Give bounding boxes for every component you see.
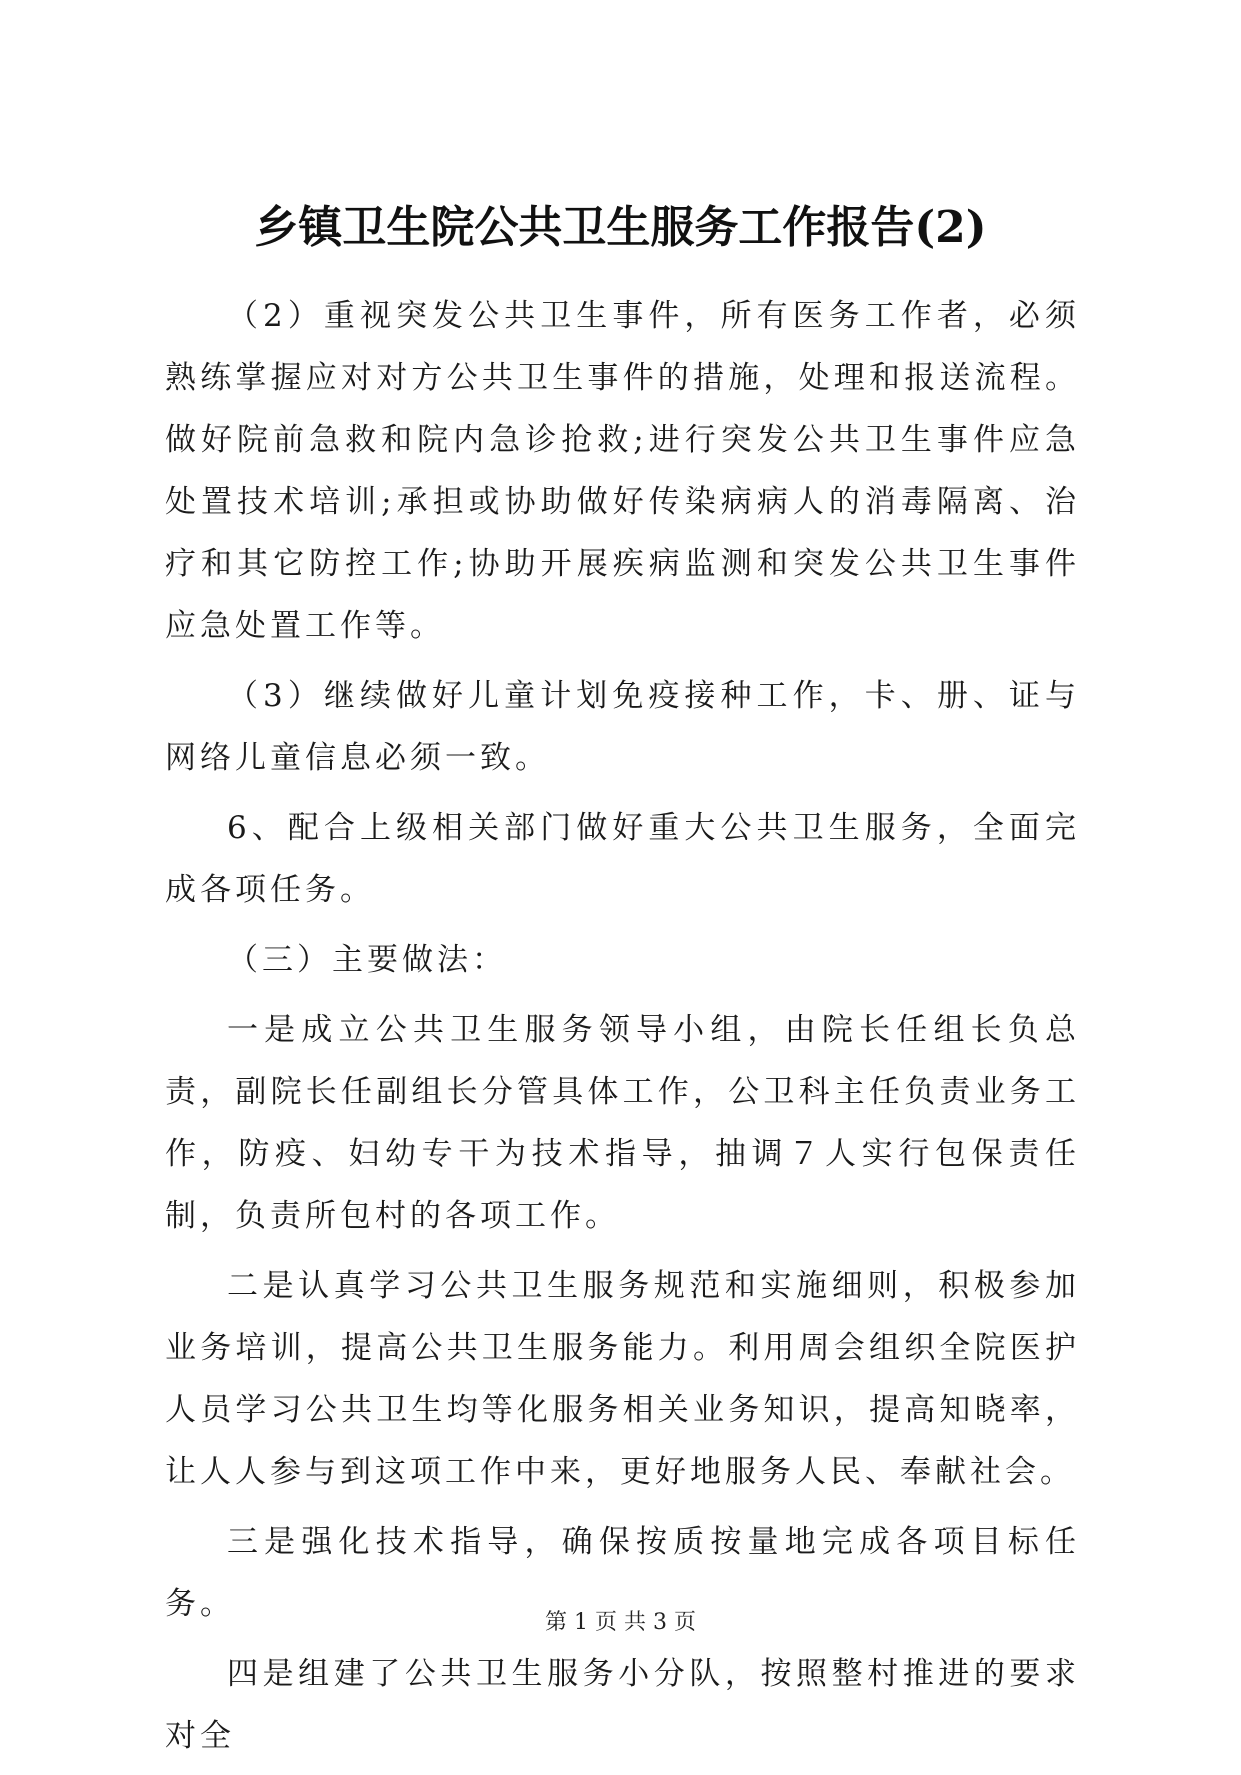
paragraph-method-two: 二是认真学习公共卫生服务规范和实施细则，积极参加业务培训，提高公共卫生服务能力。利用周会组织全院医护人员学习公共卫生均等化服务相关业务知识，提高知晓率，让人人参与到这项工作中来，更好地服务人民、奉献社会。 (165, 1268, 1080, 1490)
paragraph-cooperate-superiors: 6、配合上级相关部门做好重大公共卫生服务，全面完成各项任务。 (165, 810, 1080, 908)
paragraph-emergency-response: （2）重视突发公共卫生事件，所有医务工作者，必须熟练掌握应对对方公共卫生事件的措施，处理和报送流程。做好院前急救和院内急诊抢救;进行突发公共卫生事件应急处置技术培训;承担或协助做好传染病病人的消毒隔离、治疗和其它防控工作;协助开展疾病监测和突发公共卫生事件应急处置工作等。 (165, 298, 1080, 644)
paragraph-method-three: 三是强化技术指导，确保按质按量地完成各项目标任务。 (165, 1524, 1080, 1622)
paragraph-method-one: 一是成立公共卫生服务领导小组，由院长任组长负总责，副院长任副组长分管具体工作，公卫科主任负责业务工作，防疫、妇幼专干为技术指导，抽调７人实行包保责任制，负责所包村的各项工作。 (165, 1012, 1080, 1234)
paragraph-main-methods-heading: （三）主要做法： (227, 942, 507, 978)
document-body (165, 285, 1080, 1775)
paragraph-immunization: （3）继续做好儿童计划免疫接种工作，卡、册、证与网络儿童信息必须一致。 (165, 678, 1080, 776)
document-title: 乡镇卫生院公共卫生服务工作报告(2) (254, 202, 987, 253)
page-footer: 第 1 页 共 3 页 (545, 1610, 696, 1635)
paragraph-method-four: 四是组建了公共卫生服务小分队，按照整村推进的要求对全 (165, 1656, 1080, 1754)
